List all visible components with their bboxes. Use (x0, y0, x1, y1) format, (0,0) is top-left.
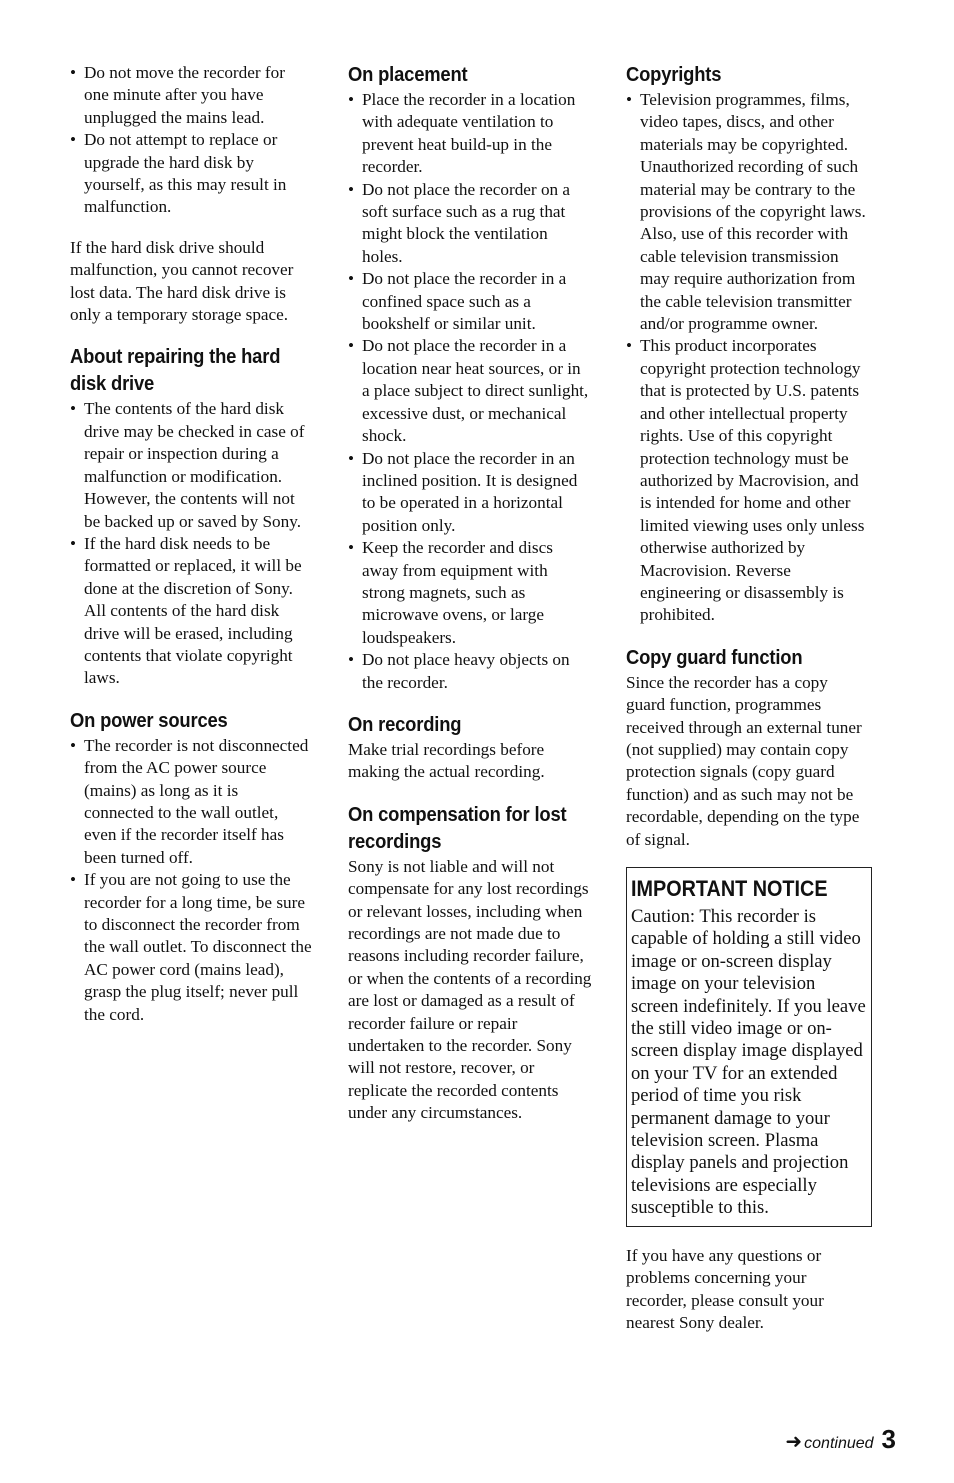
column-2 (348, 62, 592, 1125)
section-heading-power: On power sources (70, 709, 228, 732)
copyrights-list (626, 89, 870, 627)
list-item: • Do not place the recorder in a confined space such as a bookshelf or similar unit. (348, 268, 592, 335)
section-heading-copy-guard: Copy guard function (626, 646, 803, 669)
list-item: • The contents of the hard disk drive may be checked in case of repair or inspection during a malfunction or modification. However, the contents will not be backed up or saved by Sony. (70, 398, 312, 532)
compensation-paragraph: Sony is not liable and will not compensate for any lost recordings or relevant losses, including when recordings are not made due to reasons including recorder failure, or when the contents of a recording are lost or damaged as a result of recorder failure or repair undertaken to the recorder. Sony will not restore, recover, or replicate the recorded contents under any circumstances. (348, 856, 592, 1123)
list-item: • The recorder is not disconnected from the AC power source (mains) as long as it is connected to the wall outlet, even if the recorder itself has been turned off. (70, 735, 312, 869)
continued-label: continued (804, 1435, 874, 1452)
list-item: • Do not place the recorder in an inclined position. It is designed to be operated in a horizontal position only. (348, 448, 592, 538)
questions-paragraph: If you have any questions or problems concerning your recorder, please consult your nearest Sony dealer. (626, 1245, 824, 1332)
page-number: 3 (881, 1424, 896, 1454)
notice-heading: IMPORTANT NOTICE (631, 876, 828, 901)
notice-text: Caution: This recorder is capable of holding a still video image or on-screen display image on your television screen indefinitely. If you leave the still video image or on-screen display image displayed on your TV for an extended period of time you risk permanent damage to your television screen. Plasma display panels and projection televisions are especially susceptible to this. (631, 906, 866, 1219)
list-item: • Do not place heavy objects on the recorder. (348, 649, 592, 694)
section-heading-repair: About repairing the hard disk drive (70, 346, 281, 396)
column-3 (626, 62, 870, 1334)
right-arrow-icon: ➜ (785, 1429, 803, 1453)
list-item: • This product incorporates copyright protection technology that is protected by U.S. patents and other intellectual property rights. Use of this copyright protection technology must be authorized by Macrovision, and is intended for home and other limited viewing uses only unless otherwise authorized by Macrovision. Reverse engineering or disassembly is prohibited. (626, 335, 870, 626)
hard-disk-paragraph: If the hard disk drive should malfunction, you cannot recover lost data. The hard disk drive is only a temporary storage space. (70, 237, 294, 325)
placement-list (348, 89, 592, 694)
list-item: • Do not attempt to replace or upgrade the hard disk by yourself, as this may result in malfunction. (70, 129, 312, 219)
section-heading-compensation: On compensation for lost recordings (348, 803, 567, 853)
continued-marker (785, 1429, 873, 1453)
recording-paragraph: Make trial recordings before making the actual recording. (348, 739, 545, 782)
list-item: • Do not place the recorder in a location near heat sources, or in a place subject to direct sunlight, excessive dust, or mechanical shock. (348, 335, 592, 447)
list-item: • Keep the recorder and discs away from equipment with strong magnets, such as microwave ovens, or large loudspeakers. (348, 537, 592, 649)
page-footer (785, 1424, 896, 1455)
list-item: • If you are not going to use the recorder for a long time, be sure to disconnect the recorder from the wall outlet. To disconnect the AC power cord (mains lead), grasp the plug itself; never pull the cord. (70, 869, 312, 1026)
copy-guard-paragraph: Since the recorder has a copy guard function, programmes received through an external tuner (not supplied) may contain copy protection signals (copy guard function) and as such may not be recordable, depending on the type of signal. (626, 672, 862, 849)
power-list (70, 735, 312, 1026)
column-1 (70, 62, 312, 1026)
section-heading-placement: On placement (348, 64, 468, 86)
section-heading-copyrights: Copyrights (626, 64, 722, 86)
list-item: • If the hard disk needs to be formatted or replaced, it will be done at the discretion of Sony. All contents of the hard disk drive will be erased, including contents that violate copyright laws. (70, 533, 312, 690)
list-item: • Do not move the recorder for one minute after you have unplugged the mains lead. (70, 62, 312, 129)
repair-list (70, 398, 312, 689)
list-item: • Television programmes, films, video tapes, discs, and other materials may be copyrighted. Unauthorized recording of such material may be contrary to the provisions of the copyright laws. Also, use of this recorder with cable television transmission may require authorization from the cable television transmitter and/or programme owner. (626, 89, 870, 335)
important-notice-box (626, 867, 872, 1227)
list-item: • Place the recorder in a location with adequate ventilation to prevent heat build-up in the recorder. (348, 89, 592, 179)
section-heading-recording: On recording (348, 713, 462, 736)
list-item: • Do not place the recorder on a soft surface such as a rug that might block the ventilation holes. (348, 179, 592, 269)
hd-caution-list (70, 62, 312, 219)
